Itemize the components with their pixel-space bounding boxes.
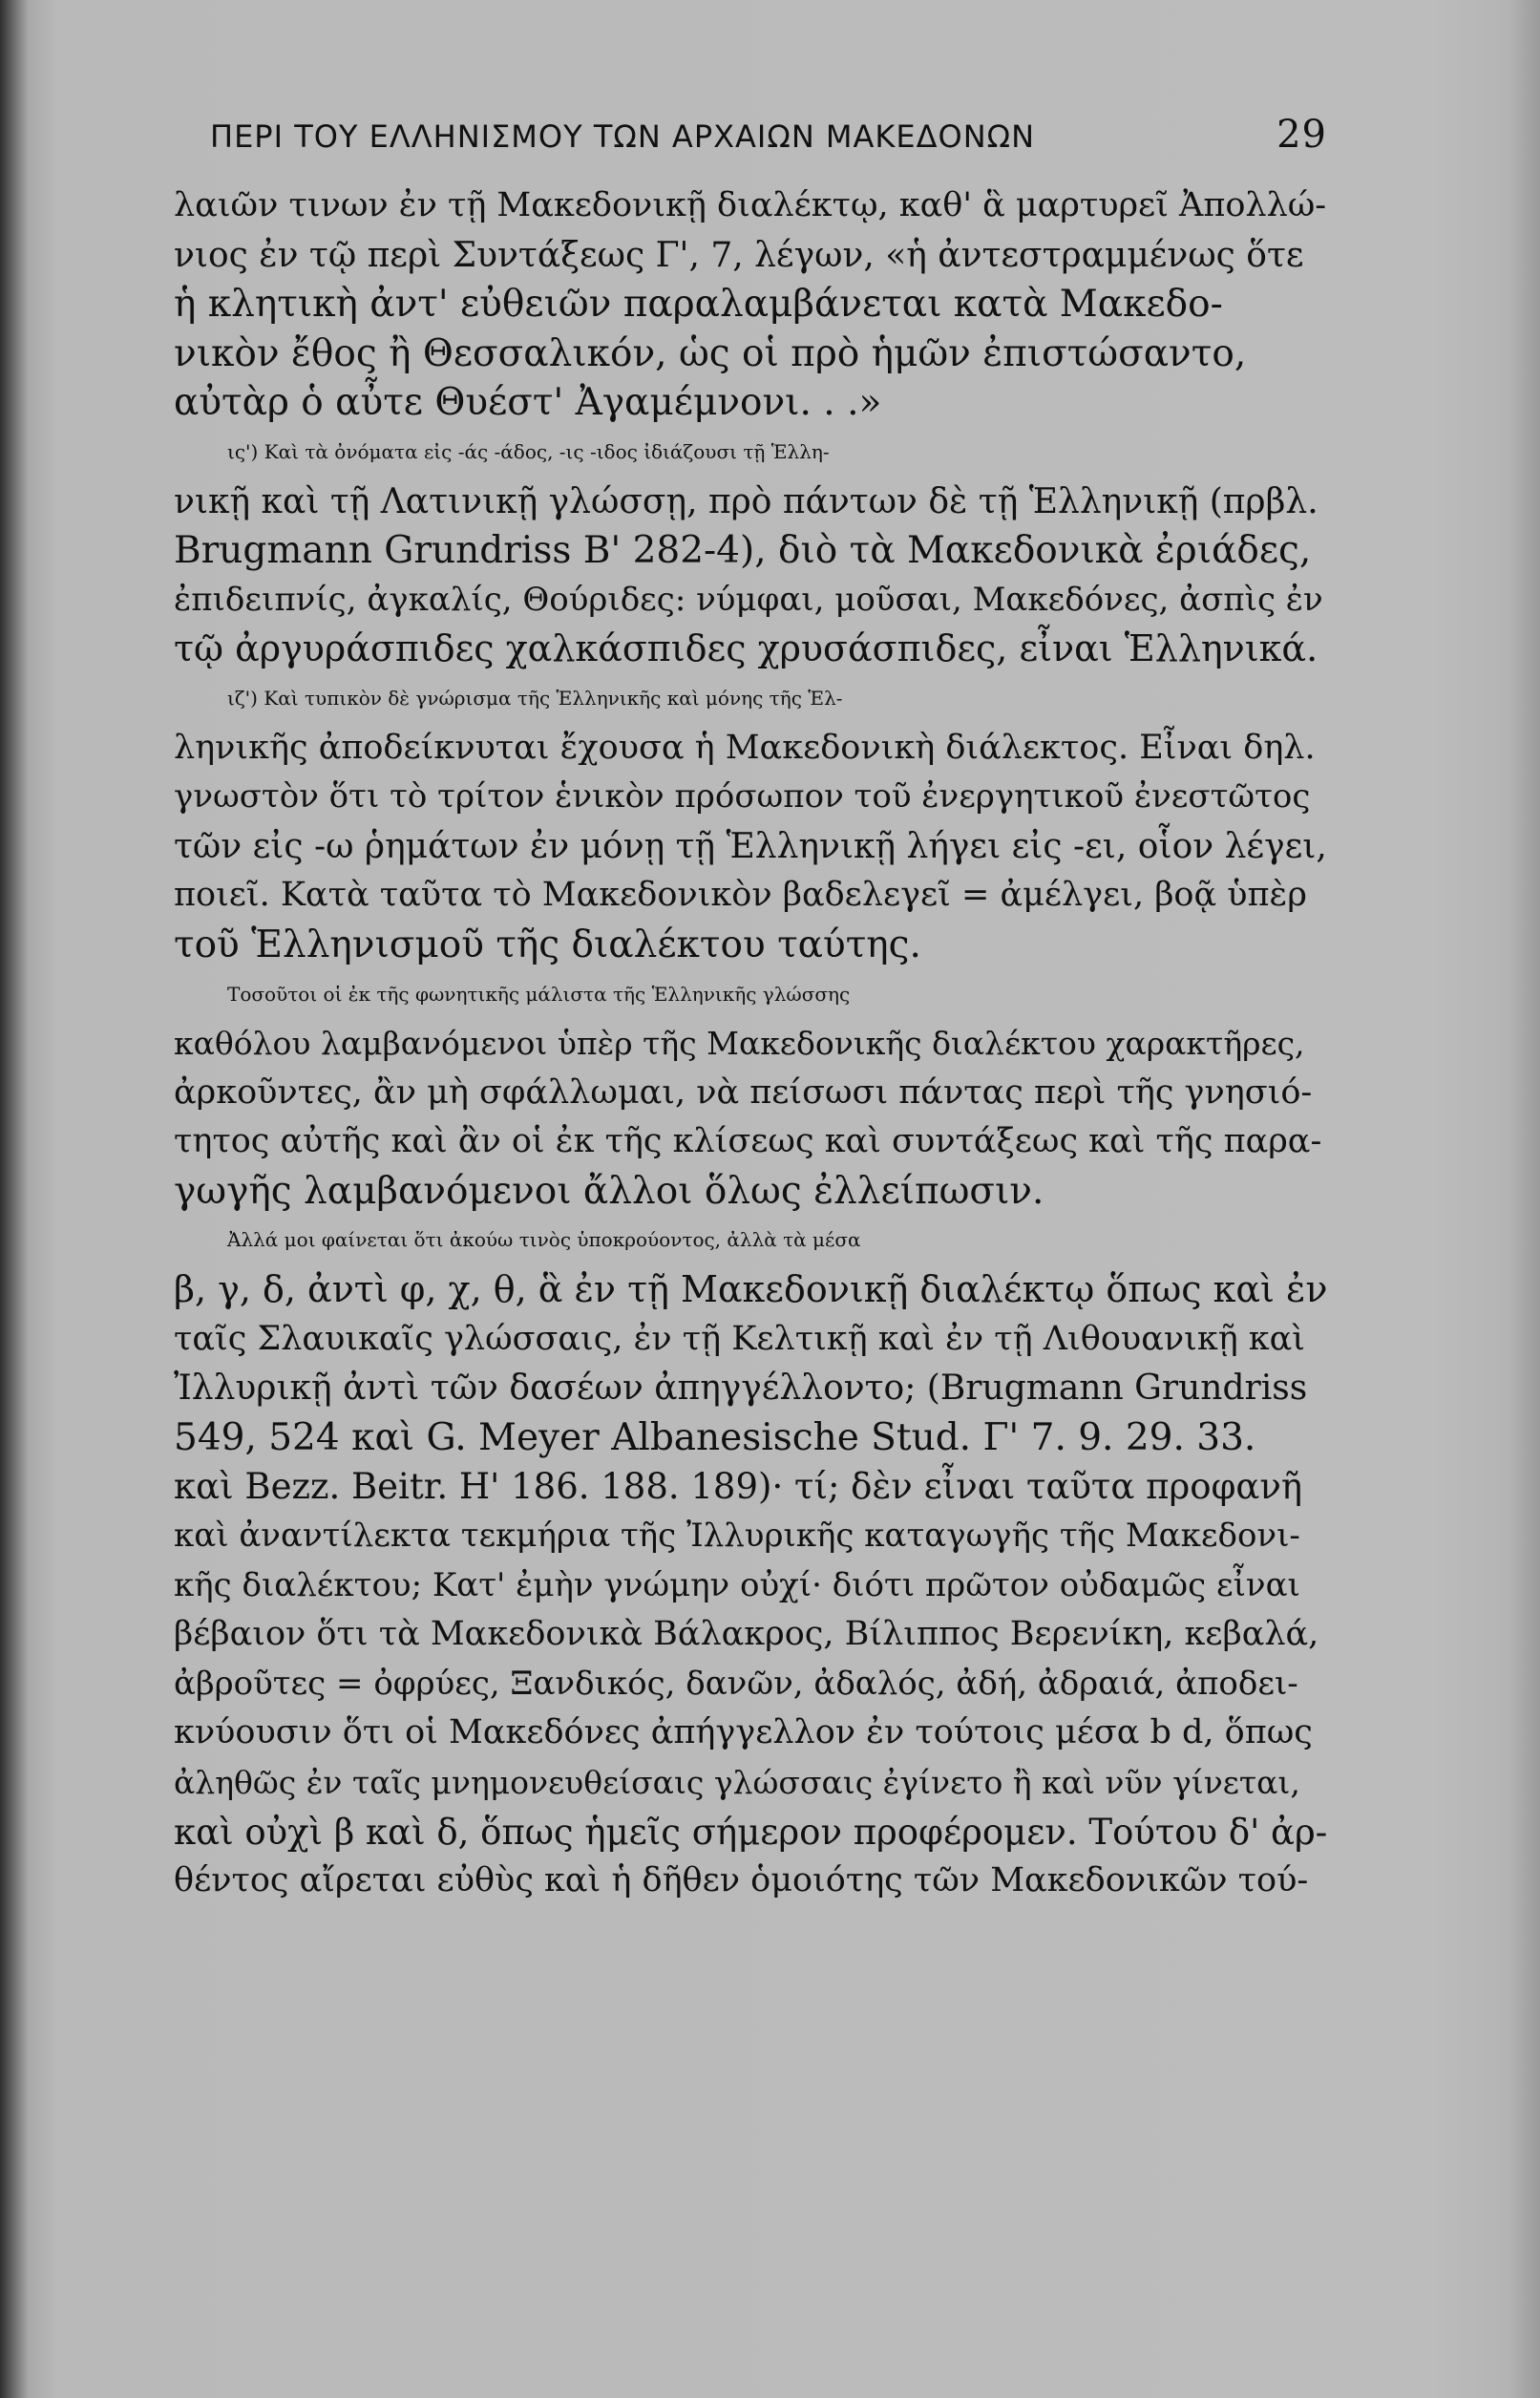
text-line: τητος αὐτῆς καὶ ἂν οἱ ἐκ τῆς κλίσεως καὶ συντάξεως καὶ τῆς παρα- [174,1122,1322,1161]
header-title: ΠΕΡΙ ΤΟΥ ΕΛΛΗΝΙΣΜΟΥ ΤΩΝ ΑΡΧΑΙΩΝ ΜΑΚΕΔΟΝΩΝ [210,118,1036,155]
text-line: Ἀλλά μοι φαίνεται ὅτι ἀκούω τινὸς ὑποκρούοντος, ἀλλὰ τὰ μέσα [227,1228,861,1252]
text-line: Τοσοῦτοι οἱ ἐκ τῆς φωνητικῆς μάλιστα τῆς Ἑλληνικῆς γλώσσης [227,982,851,1006]
text-line: ληνικῆς ἀποδείκνυται ἔχουσα ἡ Μακεδονικὴ διάλεκτος. Εἶναι δηλ. [174,728,1316,767]
text-line: β, γ, δ, ἀντὶ φ, χ, θ, ἃ ἐν τῇ Μακεδονικῇ διαλέκτῳ ὅπως καὶ ἐν [174,1268,1328,1311]
text-line: ἡ κλητικὴ ἀντ' εὐθειῶν παραλαμβάνεται κατὰ Μακεδο- [174,283,1223,327]
text-line: νικῇ καὶ τῇ Λατινικῇ γλώσσῃ, πρὸ πάντων δὲ τῇ Ἑλληνικῇ (πρβλ. [174,481,1318,521]
text-line: γνωστὸν ὅτι τὸ τρίτον ἑνικὸν πρόσωπον τοῦ ἐνεργητικοῦ ἐνεστῶτος [174,777,1311,817]
text-line: τοῦ Ἑλληνισμοῦ τῆς διαλέκτου ταύτης. [174,923,921,966]
text-line: θέντος αἴρεται εὐθὺς καὶ ἡ δῆθεν ὁμοιότης τῶν Μακεδονικῶν τού- [174,1861,1309,1900]
text-line: ἀρκοῦντες, ἂν μὴ σφάλλωμαι, νὰ πείσωσι πάντας περὶ τῆς γνησιό- [174,1072,1313,1112]
text-line: γωγῆς λαμβανόμενοι ἄλλοι ὅλως ἐλλείπωσιν. [174,1169,1044,1213]
text-line: ταῖς Σλαυικαῖς γλώσσαις, ἐν τῇ Κελτικῇ καὶ ἐν τῇ Λιθουανικῇ καὶ [174,1319,1306,1358]
page-number: 29 [1276,113,1327,157]
text-line: αὐτὰρ ὁ αὖτε Θυέστ' Ἀγαμέμνονι. . .» [174,381,882,425]
text-line: κνύουσιν ὅτι οἱ Μακεδόνες ἀπήγγελλον ἐν τούτοις μέσα b d, ὅπως [174,1713,1313,1752]
text-line: κῆς διαλέκτου; Κατ' ἐμὴν γνώμην οὐχί· διότι πρῶτον οὐδαμῶς εἶναι [174,1565,1300,1604]
text-line: λαιῶν τινων ἐν τῇ Μακεδονικῇ διαλέκτῳ, καθ' ἃ μαρτυρεῖ Ἀπολλώ- [174,186,1327,224]
text-line: ἀληθῶς ἐν ταῖς μνημονευθείσαις γλώσσαις ἐγίνετο ἢ καὶ νῦν γίνεται, [174,1764,1300,1801]
text-line: καὶ ἀναντίλεκτα τεκμήρια τῆς Ἰλλυρικῆς καταγωγῆς τῆς Μακεδονι- [174,1517,1300,1556]
body-text [174,181,1329,1906]
text-line: τῷ ἀργυράσπιδες χαλκάσπιδες χρυσάσπιδες, εἶναι Ἑλληνικά. [174,627,1318,670]
text-line: νικὸν ἔθος ἢ Θεσσαλικόν, ὡς οἱ πρὸ ἡμῶν ἐπιστώσαντο, [174,331,1247,375]
text-line: ἐπιδειπνίς, ἀγκαλίς, Θούριδες: νύμφαι, μοῦσαι, Μακεδόνες, ἀσπὶς ἐν [174,580,1323,619]
text-line: ποιεῖ. Κατὰ ταῦτα τὸ Μακεδονικὸν βαδελεγεῖ = ἀμέλγει, βοᾷ ὑπὲρ [174,876,1307,915]
text-line: καθόλου λαμβανόμενοι ὑπὲρ τῆς Μακεδονικῆς διαλέκτου χαρακτῆρες, [174,1025,1305,1063]
text-line: ἀβροῦτες = ὀφρύες, Ξανδικός, δανῶν, ἀδαλός, ἀδή, ἀδραιά, ἀποδει- [174,1664,1298,1703]
text-line: νιος ἐν τῷ περὶ Συντάξεως Γ', 7, λέγων, «ἡ ἀντεστραμμένως ὅτε [174,235,1304,275]
text-line: τῶν εἰς -ω ῥημάτων ἐν μόνῃ τῇ Ἑλληνικῇ λήγει εἰς -ει, οἷον λέγει, [174,826,1327,866]
text-line: καὶ Bezz. Beitr. Η' 186. 188. 189)· τί; δὲν εἶναι ταῦτα προφανῆ [174,1466,1303,1508]
text-line: καὶ οὐχὶ β καὶ δ, ὅπως ἡμεῖς σήμερον προφέρομεν. Τούτου δ' ἀρ- [174,1811,1328,1853]
text-line: Ἰλλυρικῇ ἀντὶ τῶν δασέων ἀπηγγέλλοντο; (Brugmann Grundriss [174,1369,1308,1409]
text-line: βέβαιον ὅτι τὰ Μακεδονικὰ Βάλακρος, Βίλιππος Βερενίκη, κεβαλά, [174,1615,1319,1654]
text-line: Brugmann Grundriss Β' 282-4), διὸ τὰ Μακεδονικὰ ἐριάδες, [174,529,1312,573]
text-line: 549, 524 καὶ G. Meyer Albanesische Stud. Γ' 7. 9. 29. 33. [174,1415,1256,1459]
text-line: ιζ') Καὶ τυπικὸν δὲ γνώρισμα τῆς Ἑλληνικῆς καὶ μόνης τῆς Ἑλ- [227,686,843,710]
book-page [67,0,1470,2398]
running-header [210,113,1327,170]
text-line: ις') Καὶ τὰ ὀνόματα εἰς -άς -άδος, -ις -ιδος ἰδιάζουσι τῇ Ἑλλη- [227,439,830,463]
